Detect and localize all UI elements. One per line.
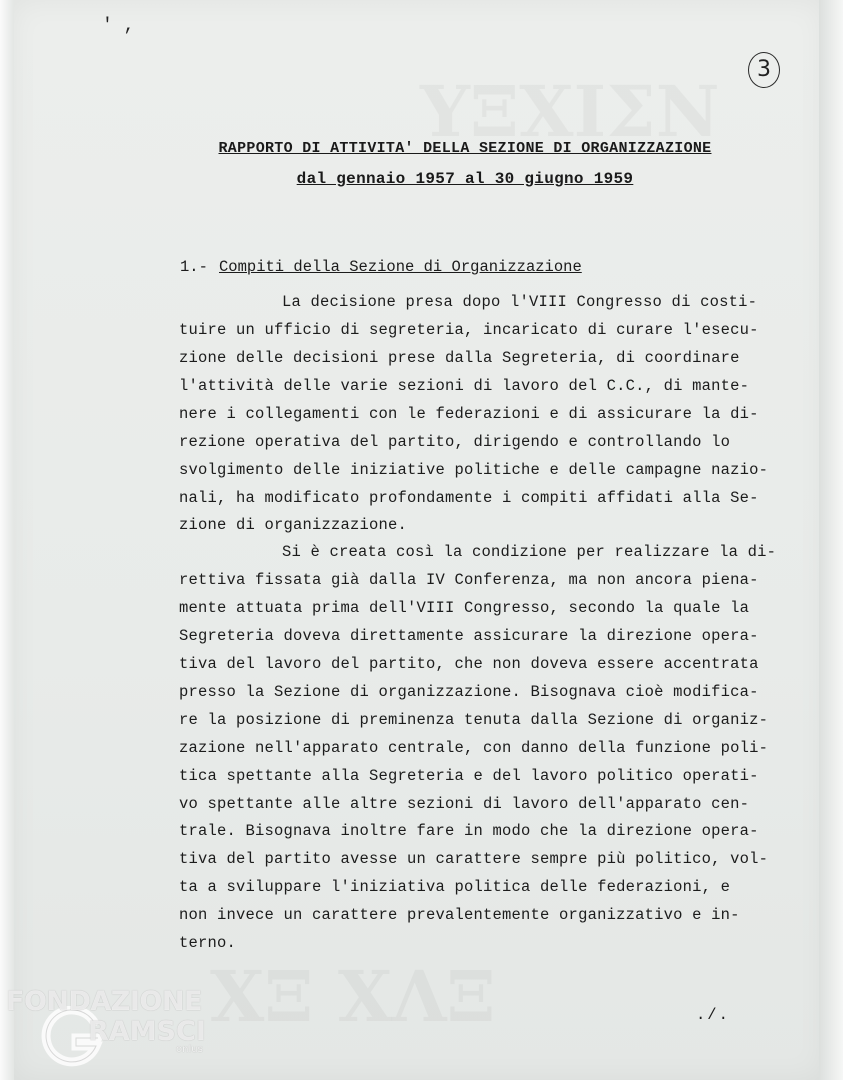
paper-right-edge	[819, 0, 843, 1080]
body-line: La decisione presa dopo l'VIII Congresso di costi-	[282, 293, 758, 311]
body-line: rettiva fissata già dalla IV Conferenza, ma non ancora piena-	[179, 571, 759, 589]
body-line: tiva del partito avesse un carattere sempre più politico, vol-	[179, 850, 769, 868]
body-line: rezione operativa del partito, dirigendo e controllando lo	[179, 433, 731, 451]
archive-watermark	[6, 986, 216, 1076]
section-number: 1.-	[180, 258, 208, 276]
section-heading: Compiti della Sezione di Organizzazione	[219, 258, 582, 276]
body-line: vo spettante alle altre sezioni di lavoro dell'apparato cen-	[179, 795, 750, 813]
body-line: tica spettante alla Segreteria e del lavoro politico operati-	[179, 767, 759, 785]
watermark-line1: FONDAZIONE	[6, 986, 202, 1017]
body-line: zione delle decisioni prese dalla Segreteria, di coordinare	[179, 349, 740, 367]
body-line: trale. Bisognava inoltre fare in modo che la direzione opera-	[179, 822, 759, 840]
report-title: RAPPORTO DI ATTIVITA' DELLA SEZIONE DI ORGANIZZAZIONE	[218, 140, 712, 157]
body-line: mente attuata prima dell'VIII Congresso, secondo la quale la	[179, 599, 750, 617]
body-line: ta a sviluppare l'iniziativa politica delle federazioni, e	[179, 878, 731, 896]
body-line: Segreteria doveva direttamente assicurare la direzione opera-	[179, 627, 759, 645]
body-line: Si è creata così la condizione per realizzare la di-	[282, 543, 777, 561]
body-line: l'attività delle varie sezioni di lavoro del C.C., di mante-	[179, 377, 750, 395]
bleed-through-bottom	[210, 955, 496, 1038]
body-line: tiva del lavoro del partito, che non doveva essere accentrata	[179, 655, 759, 673]
corner-pen-mark: ' ,	[102, 16, 135, 36]
report-period: dal gennaio 1957 al 30 giugno 1959	[296, 170, 634, 188]
body-line: zazione nell'apparato centrale, con danno della funzione poli-	[179, 739, 769, 757]
body-line: nere i collegamenti con le federazioni e di assicurare la di-	[179, 405, 759, 423]
watermark-suffix: onlus	[176, 1044, 203, 1055]
body-line: re la posizione di preminenza tenuta dalla Sezione di organiz-	[179, 711, 769, 729]
body-line: non invece un carattere prevalentemente organizzativo e in-	[179, 906, 740, 924]
body-line: svolgimento delle iniziative politiche e delle campagne nazio-	[179, 461, 769, 479]
handwritten-page-number: 3	[748, 52, 780, 88]
continuation-mark: ./.	[696, 1006, 730, 1024]
body-line: presso la Sezione di organizzazione. Bisognava cioè modifica-	[179, 683, 759, 701]
body-line: zione di organizzazione.	[179, 516, 408, 534]
body-line: nali, ha modificato profondamente i compiti affidati alla Se-	[179, 489, 759, 507]
watermark-line2: RAMSCI	[88, 1016, 206, 1047]
body-line: tuire un ufficio di segreteria, incaricato di curare l'esecu-	[179, 321, 759, 339]
body-line: terno.	[179, 934, 237, 952]
paper-left-edge	[0, 0, 14, 1080]
